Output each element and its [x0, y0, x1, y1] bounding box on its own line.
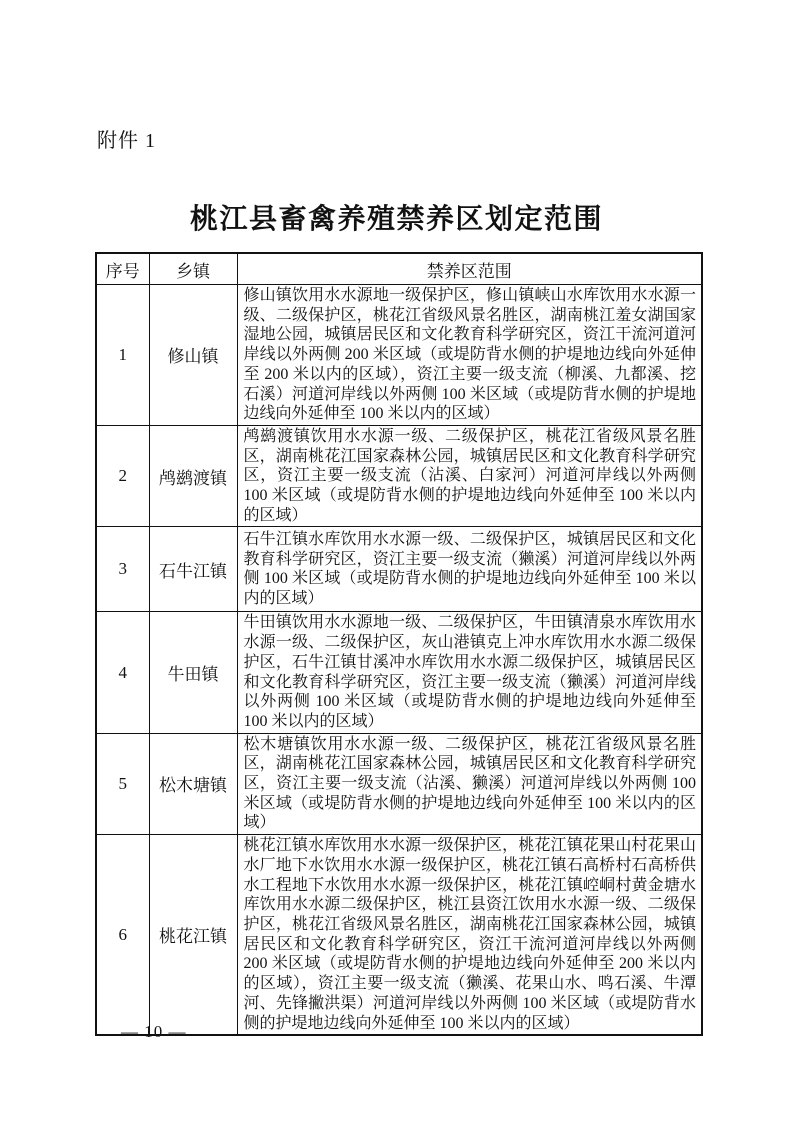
- table-row: [96, 527, 702, 612]
- township-cell: 桃花江镇: [149, 835, 237, 1036]
- serial-cell: 6: [96, 835, 149, 1036]
- township-cell: 石牛江镇: [149, 527, 237, 612]
- township-cell: 鸬鹚渡镇: [149, 425, 237, 527]
- scope-cell: 松木塘镇饮用水水源一级、二级保护区，桃花江省级风景名胜区，湖南桃花江国家森林公园，城镇居民区和文化教育科学研究区，资江主要一级支流（沾溪、獭溪）河道河岸线以外两侧 100 米区域（或堤防背水侧的护堤地边线向外延伸至 100 米以内的区域）: [237, 733, 702, 835]
- prohibited-zone-table: [95, 252, 703, 1036]
- scope-cell: 石牛江镇水库饮用水水源一级、二级保护区，城镇居民区和文化教育科学研究区，资江主要一级支流（獭溪）河道河岸线以外两侧 100 米区域（或堤防背水侧的护堤地边线向外延伸至 100 米以内的区域）: [237, 527, 702, 612]
- attachment-label: 附件 1: [97, 130, 156, 152]
- township-cell: 松木塘镇: [149, 733, 237, 835]
- table-row: [96, 733, 702, 835]
- township-cell: 修山镇: [149, 285, 237, 426]
- table-row: [96, 835, 702, 1036]
- serial-cell: 3: [96, 527, 149, 612]
- scope-cell: 修山镇饮用水水源地一级保护区，修山镇峡山水库饮用水水源一级、二级保护区，桃花江省级风景名胜区，湖南桃江羞女湖国家湿地公园，城镇居民区和文化教育科学研究区，资江干流河道河岸线以外两侧 200 米区域（或堤防背水侧的护堤地边线向外延伸至 200 米以内的区域），资江主要一级支流（柳溪、九都溪、挖石溪）河道河岸线以外两侧 100 米区域（或堤防背水侧的护堤地边线向外延伸至 100 米以内的区域）: [237, 285, 702, 426]
- serial-cell: 4: [96, 612, 149, 733]
- page-number: — 10 —: [121, 1022, 187, 1041]
- table-row: [96, 425, 702, 527]
- scope-cell: 鸬鹚渡镇饮用水水源一级、二级保护区，桃花江省级风景名胜区，湖南桃花江国家森林公园，城镇居民区和文化教育科学研究区，资江主要一级支流（沾溪、白家河）河道河岸线以外两侧 100 米区域（或堤防背水侧的护堤地边线向外延伸至 100 米以内的区域）: [237, 425, 702, 527]
- serial-cell: 5: [96, 733, 149, 835]
- scope-cell: 桃花江镇水库饮用水水源一级保护区，桃花江镇花果山村花果山水厂地下水饮用水水源一级保护区，桃花江镇石高桥村石高桥供水工程地下水饮用水水源一级保护区，桃花江镇崆峒村黄金塘水库饮用水水源二级保护区，桃江县资江饮用水水源一级、二级保护区，桃花江省级风景名胜区，湖南桃花江国家森林公园，城镇居民区和文化教育科学研究区，资江干流河道河岸线以外两侧 200 米区域（或堤防背水侧的护堤地边线向外延伸至 200 米以内的区域），资江主要一级支流（獭溪、花果山水、鸣石溪、牛潭河、先锋撇洪渠）河道河岸线以外两侧 100 米区域（或堤防背水侧的护堤地边线向外延伸至 100 米以内的区域）: [237, 835, 702, 1036]
- table-row: [96, 612, 702, 733]
- page-title: 桃江县畜禽养殖禁养区划定范围: [189, 204, 603, 235]
- serial-cell: 2: [96, 425, 149, 527]
- column-header-township: 乡镇: [149, 253, 237, 285]
- column-header-serial: 序号: [96, 253, 149, 285]
- table-row: [96, 285, 702, 426]
- table-header-row: [96, 253, 702, 285]
- serial-cell: 1: [96, 285, 149, 426]
- township-cell: 牛田镇: [149, 612, 237, 733]
- column-header-scope: 禁养区范围: [237, 253, 702, 285]
- scope-cell: 牛田镇饮用水水源地一级、二级保护区，牛田镇清泉水库饮用水水源一级、二级保护区，灰山港镇克上冲水库饮用水水源二级保护区，石牛江镇甘溪冲水库饮用水水源二级保护区，城镇居民区和文化教育科学研究区，资江主要一级支流（獭溪）河道河岸线以外两侧 100 米区域（或堤防背水侧的护堤地边线向外延伸至 100 米以内的区域）: [237, 612, 702, 733]
